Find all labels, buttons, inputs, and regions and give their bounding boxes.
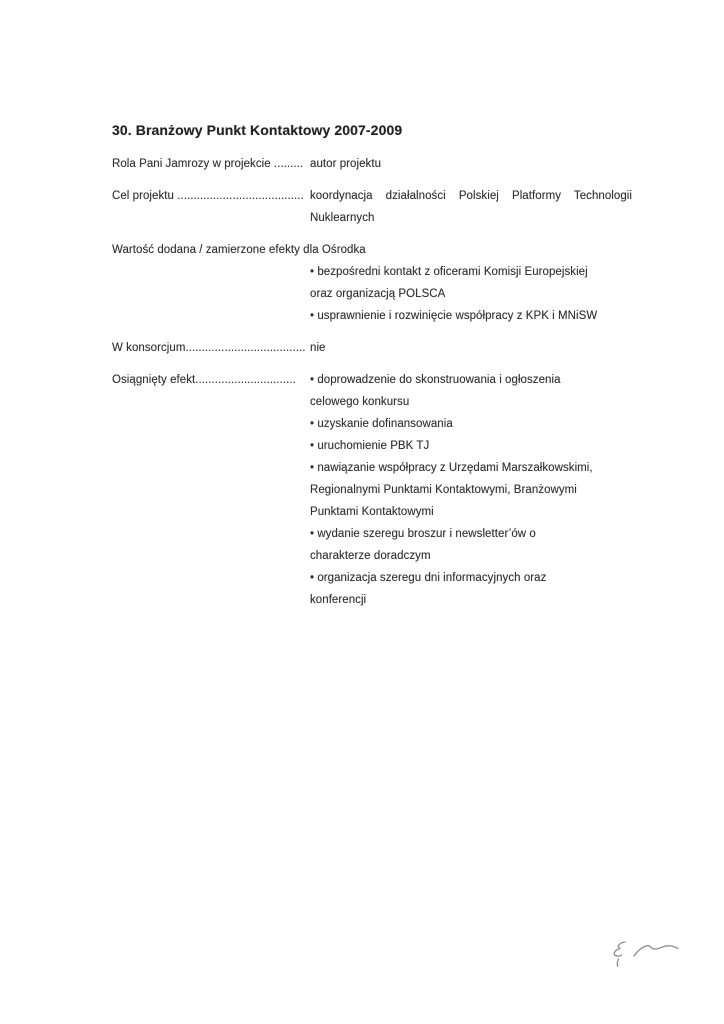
bullet-line: Regionalnymi Punktami Kontaktowymi, Branżowymi: [310, 484, 577, 496]
field-row-w-konsorcjum: [112, 337, 632, 359]
bullet-line: konferencji: [310, 594, 367, 606]
field-label-with-leader: [112, 369, 310, 391]
field-value-line: autor projektu: [310, 158, 382, 170]
page-title: 30. Branżowy Punkt Kontaktowy 2007-2009: [112, 122, 403, 138]
bullet-line: charakterze doradczym: [310, 550, 431, 562]
field-value: [310, 337, 632, 359]
field-value: [310, 369, 632, 611]
field-heading: Wartość dodana / zamierzone efekty dla Ośrodka: [112, 244, 366, 256]
bullet-line: Punktami Kontaktowymi: [310, 506, 434, 518]
field-value-line: nie: [310, 342, 326, 354]
dot-leader: .....................................: [185, 342, 306, 354]
bullet-line: • uruchomienie PBK TJ: [310, 440, 430, 452]
document-body: [112, 119, 632, 611]
field-label: Osiągnięty efekt: [112, 374, 196, 386]
field-label: W konsorcjum: [112, 342, 186, 354]
dot-leader: .........: [273, 158, 304, 170]
field-value: [310, 153, 632, 175]
field-row-osiagniety-efekt: [112, 369, 632, 611]
dot-leader: ...............................: [195, 374, 296, 386]
bullet-line: • organizacja szeregu dni informacyjnych oraz: [310, 572, 547, 584]
bullet-line: oraz organizacją POLSCA: [310, 288, 446, 300]
field-label-with-leader: [112, 337, 310, 359]
field-row-cel-projektu: [112, 185, 632, 229]
field-label: Cel projektu: [112, 190, 178, 202]
bullet-line: celowego konkursu: [310, 396, 410, 408]
field-row-wartosc-dodana: [112, 239, 632, 327]
bullet-line: • bezpośredni kontakt z oficerami Komisji Europejskiej: [310, 266, 588, 278]
bullet-line: • nawiązanie współpracy z Urzędami Marszałkowskimi,: [310, 462, 593, 474]
signature-icon: [600, 933, 684, 973]
field-value-line: koordynacja działalności Polskiej Platformy Technologii: [310, 190, 632, 202]
bullet-line: • usprawnienie i rozwinięcie współpracy z KPK i MNiSW: [310, 310, 598, 322]
field-label: Rola Pani Jamrozy w projekcie: [112, 158, 274, 170]
bullet-list: [310, 261, 632, 327]
bullet-line: • uzyskanie dofinansowania: [310, 418, 453, 430]
field-value: [310, 185, 632, 229]
field-value-line: Nuklearnych: [310, 212, 375, 224]
bullet-line: • doprowadzenie do skonstruowania i ogłoszenia: [310, 374, 561, 386]
bullet-line: • wydanie szeregu broszur i newsletter’ów o: [310, 528, 536, 540]
field-row-rola-w-projekcie: [112, 153, 632, 175]
field-label-with-leader: [112, 185, 310, 207]
dot-leader: .......................................: [177, 190, 304, 202]
field-label-with-leader: [112, 153, 310, 175]
